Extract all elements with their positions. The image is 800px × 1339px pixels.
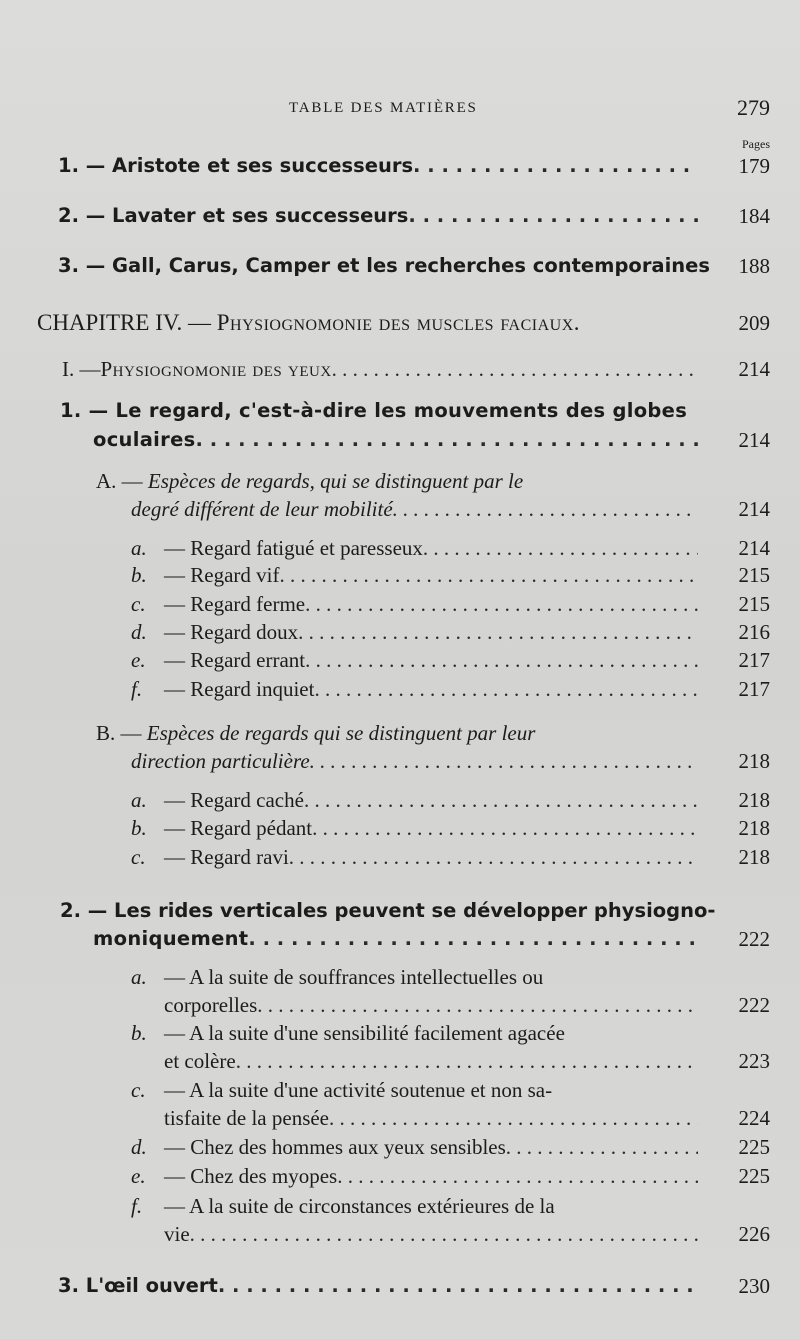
toc-entry-text: — Regard ravi [164,845,289,869]
toc-entry-line1 [96,719,535,747]
page-number: 218 [738,749,770,773]
page-number: 214 [738,357,770,381]
item-letter: a. [131,965,147,989]
pages-column-label: Pages [742,137,770,151]
toc-entry-line1 [131,963,543,991]
page-number: 214 [738,536,770,560]
toc-entry [131,590,698,618]
page-number: 184 [738,204,770,228]
toc-entry [131,786,698,814]
item-letter: b. [131,816,147,840]
item-letter: f. [131,1194,143,1218]
page-number: 217 [738,648,770,672]
page-number: 225 [738,1164,770,1188]
page-number: 223 [738,1049,770,1073]
item-letter: b. [131,1021,147,1045]
toc-entry-line1 [96,467,523,495]
subsection-prefix: B. — [96,721,147,745]
subsection-prefix: A. — [96,469,148,493]
toc-entry-text: 2. — Lavater et ses successeurs [58,204,409,227]
page-number: 214 [738,497,770,521]
page-number: 230 [738,1274,770,1298]
toc-entry-text: — Regard inquiet [164,677,315,701]
page-number: 217 [738,677,770,701]
toc-entry-line2: tisfaite de la pensée [164,1106,330,1130]
item-letter: b. [131,563,147,587]
toc-entry [58,1272,698,1300]
toc-entry-line1 [131,1019,565,1047]
toc-entry [131,814,698,842]
toc-entry-text: — Regard pédant [164,816,313,840]
toc-entry-text: — A la suite d'une activité soutenue et non sa- [164,1078,553,1102]
page-number: 216 [738,620,770,644]
running-head: TABLE DES MATIÈRES [289,100,478,116]
page-number: 225 [738,1135,770,1159]
toc-entry-text: — A la suite de souffrances intellectuelles ou [164,965,544,989]
toc-entry-text: 3. L'œil ouvert [58,1274,218,1297]
toc-entry [164,1047,698,1075]
toc-entry-text: 1. — Aristote et ses successeurs [58,154,414,177]
page-number: 188 [738,254,770,278]
item-letter: c. [131,592,146,616]
toc-entry [131,495,698,523]
toc-entry-text: — Chez des myopes [164,1164,338,1188]
toc-entry [131,646,698,674]
chapter-title: Physiognomonie des muscles faciaux. [216,310,581,335]
toc-entry [131,675,698,703]
toc-entry-line2: et colère [164,1049,236,1073]
page-number: 218 [738,816,770,840]
toc-entry-line2: degré différent de leur mobilité [131,497,393,521]
page-number: 214 [738,428,770,452]
toc-entry-text: — Regard fatigué et paresseux [164,536,423,560]
page-number: 222 [738,993,770,1017]
toc-entry [58,152,698,180]
page-number: 215 [738,592,770,616]
toc-entry [131,561,698,589]
toc-entry-line2: moniquement [93,927,249,950]
toc-entry-line1: 2. — Les rides verticales peuvent se développer physiogno- [60,899,716,922]
item-letter: c. [131,845,146,869]
toc-entry [131,1133,698,1161]
toc-entry-text: — Regard caché [164,788,304,812]
section-prefix: I. — [62,357,101,381]
toc-entry-line2: vie [164,1222,190,1246]
page-number: 224 [738,1106,770,1130]
toc-entry-text: — Chez des hommes aux yeux sensibles [164,1135,506,1159]
toc-entry [62,355,698,383]
item-letter: f. [131,677,143,701]
toc-entry-line1 [131,1076,552,1104]
page-number: 226 [738,1222,770,1246]
page-number: 218 [738,788,770,812]
item-letter: c. [131,1078,146,1102]
toc-entry [164,991,698,1019]
toc-entry [131,618,698,646]
folio-number: 279 [737,95,770,120]
page-number: 218 [738,845,770,869]
toc-entry [93,426,698,454]
toc-entry [131,747,698,775]
item-letter: d. [131,620,147,644]
toc-entry [131,1162,698,1190]
toc-entry-text: — A la suite de circonstances extérieures de la [164,1194,555,1218]
toc-entry-text: 3. — Gall, Carus, Camper et les recherches contemporaines [58,254,710,277]
toc-entry [58,202,698,230]
item-letter: a. [131,536,147,560]
item-letter: e. [131,1164,146,1188]
toc-entry-line2: oculaires [93,428,196,451]
subsection-title: Espèces de regards, qui se distinguent par le [147,469,524,493]
toc-entry [164,1104,698,1132]
page-number: 179 [738,154,770,178]
toc-entry-line1: 1. — Le regard, c'est-à-dire les mouvements des globes [60,399,688,422]
toc-entry-text: — Regard errant [164,648,306,672]
page-number: 222 [738,927,770,951]
page-number: 209 [738,311,770,335]
toc-entry-line2: direction particulière [131,749,310,773]
toc-entry-text: — Regard vif [164,563,280,587]
page-number: 215 [738,563,770,587]
chapter-heading [37,309,580,337]
subsection-title: Espèces de regards qui se distinguent par leur [146,721,536,745]
toc-entry-text: — A la suite d'une sensibilité facilement agacée [164,1021,565,1045]
toc-entry [131,534,698,562]
toc-entry-line2: corporelles [164,993,258,1017]
item-letter: a. [131,788,147,812]
item-letter: e. [131,648,146,672]
toc-entry-line1 [131,1192,555,1220]
toc-entry [131,843,698,871]
section-title: Physiognomonie des yeux [100,357,332,381]
chapter-prefix: CHAPITRE IV. — [37,310,217,335]
toc-entry-text: — Regard doux [164,620,299,644]
toc-entry [93,925,698,953]
toc-entry-text: — Regard ferme [164,592,306,616]
item-letter: d. [131,1135,147,1159]
toc-entry [164,1220,698,1248]
